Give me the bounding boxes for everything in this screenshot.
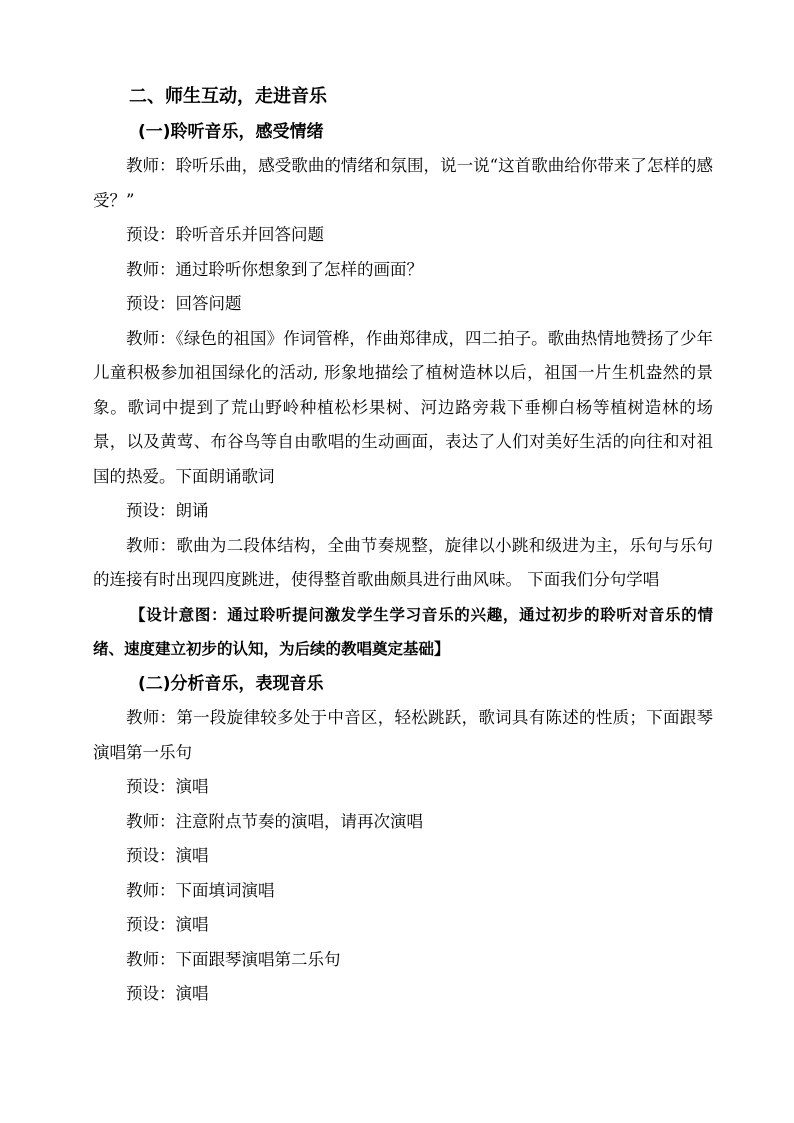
preset-line: 预设：演唱 bbox=[126, 984, 209, 1003]
part2-heading: (二)分析音乐，表现音乐 bbox=[138, 673, 324, 694]
teacher-line: 教师：通过聆听你想象到了怎样的画面？ bbox=[126, 259, 423, 279]
teacher-line: 教师：歌曲为二段体结构，全曲节奏规整，旋律以小跳和级进为主，乐句与乐句的连接有时出现四度跳进，使得整首歌曲颇具进行曲风味。 下面我们分句学唱 bbox=[93, 535, 713, 589]
teacher-line: 教师：第一段旋律较多处于中音区，轻松跳跃，歌词具有陈述的性质；下面跟琴演唱第一乐句 bbox=[93, 708, 713, 762]
teacher-line: 教师：下面跟琴演唱第二乐句 bbox=[126, 949, 341, 969]
section-heading: 二、师生互动，走进音乐 bbox=[129, 86, 327, 107]
preset-line: 预设：朗诵 bbox=[126, 501, 209, 520]
preset-line: 预设：演唱 bbox=[126, 777, 209, 796]
document-page bbox=[93, 80, 713, 1012]
preset-line: 预设：演唱 bbox=[126, 846, 209, 865]
teacher-line: 教师：注意附点节奏的演唱，请再次演唱 bbox=[126, 811, 423, 831]
preset-line: 预设：回答问题 bbox=[126, 294, 242, 313]
teacher-line: 教师：下面填词演唱 bbox=[126, 880, 275, 900]
teacher-line: 教师：《绿色的祖国》作词管桦，作曲郑律成，四二拍子。歌曲热情地赞扬了少年儿童积极参加祖国绿化的活动, 形象地描绘了植树造林以后，祖国一片生机盎然的景象。歌词中提到了荒山野岭种植松杉果树、河边路旁栽下垂柳白杨等植树造林的场景，以及黄莺、布谷鸟等自由歌唱的生动画面，表达了人们对美好生活的向往和对祖国的热爱。下面朗诵歌词 bbox=[93, 328, 713, 486]
preset-line: 预设：演唱 bbox=[126, 915, 209, 934]
teacher-line: 教师：聆听乐曲，感受歌曲的情绪和氛围，说一说“这首歌曲给你带来了怎样的感受？” bbox=[93, 156, 713, 210]
design-intent: 【设计意图：通过聆听提问激发学生学习音乐的兴趣，通过初步的聆听对音乐的情绪、速度建立初步的认知，为后续的教唱奠定基础】 bbox=[93, 605, 713, 658]
part1-heading: (一)聆听音乐，感受情绪 bbox=[138, 121, 324, 142]
preset-line: 预设：聆听音乐并回答问题 bbox=[126, 225, 324, 244]
